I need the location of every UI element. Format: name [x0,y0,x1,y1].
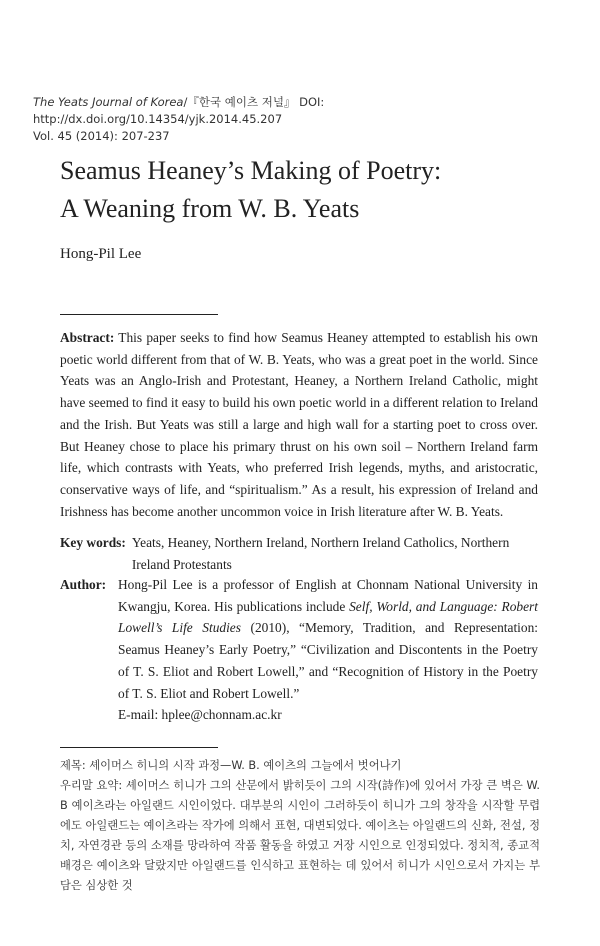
keywords-text: Yeats, Heaney, Northern Ireland, Northern Ireland Catholics, Northern Ireland Protestants [131,535,510,572]
journal-header [33,94,573,145]
korean-title-line: 제목: 셰이머스 히니의 시작 과정—W. B. 예이츠의 그늘에서 벗어나기 [60,759,402,772]
abstract-label: Abstract: [60,330,115,345]
keywords [60,532,538,575]
abstract [60,327,538,522]
author-bio-text [118,574,538,726]
book-title: Self, World, and Language: Robert Lowell’s Life Studies [118,598,538,636]
author-email[interactable]: E-mail: hplee@chonnam.ac.kr [118,707,282,723]
abstract-text: This paper seeks to find how Seamus Heaney attempted to establish his own poetic world different from that of W. B. Yeats, who was a great poet in the world. Since Yeats was an Anglo-Irish and Protestant, Heaney, a Northern Ireland Catholic, might have seemed to find it easy to build his own poetic world in a different relation to Ireland and the Irish. But Yeats was still a large and high wall for a starting poet to cross over. But Heaney chose to place his primary thrust on his own soil – Northern Ireland farm life, which contrasts with Yeats, who preferred Irish legends, myths, and aristocratic, conservative ways of life, and “spiritualism.” As a result, his expression of Ireland and Irishness has become another uncommon voice in Irish literature after W. B. Yeats. [60,330,539,519]
bio-text-part-2: (2010), “Memory, Tradition, and Representation: Seamus Heaney’s Early Poetry,” “Civilization and Discontents in the Poetry of T. S. Eliot and Robert Lowell,” and “Recognition of History in the Poetry of T. S. Eliot and Robert Lowell.” [118,620,538,701]
article-title [60,152,560,228]
journal-korean-name: /『한국 예이츠 저널』 [183,95,296,109]
bio-text-part-1: Hong-Pil Lee is a professor of English at Chonnam National University in Kwangju, Korea. His publications include [118,577,538,614]
keywords-label: Key words: [60,535,126,550]
top-divider [60,314,218,315]
author-name: Hong-Pil Lee [60,246,142,262]
journal-name: The Yeats Journal of Korea [33,95,184,109]
title-line-1: Seamus Heaney’s Making of Poetry: [60,156,442,185]
citation-line [33,94,573,128]
author-bio [60,574,538,726]
title-line-2: A Weaning from W. B. Yeats [60,194,360,223]
volume-info: Vol. 45 (2014): 207-237 [33,129,170,143]
korean-summary [60,756,540,896]
author-bio-label: Author: [60,577,107,592]
korean-summary-text: 우리말 요약: 셰이머스 히니가 그의 산문에서 밝히듯이 그의 시작(詩作)에 있어서 가장 큰 벽은 W. B 예이츠라는 아일랜드 시인이었다. 대부분의 시인이 그러하듯이 히니가 그의 창작을 시작할 무렵에도 아일랜드는 예이츠라는 작가에 의해서 표현, 대변되었다. 예이츠는 아일랜드의 신화, 전설, 정치, 자연경관 등의 소재를 망라하여 작품 활동을 하였고 거장 시인으로 인정되었다. 정치적, 종교적 배경은 예이츠와 달랐지만 아일랜드를 인식하고 표현하는 데 있어서 히니가 시인으로서 가지는 부담은 심상한 것 [60,779,540,892]
footnote-divider [60,747,218,748]
doi-link[interactable]: DOI: http://dx.doi.org/10.14354/yjk.2014.45.207 [33,95,325,126]
